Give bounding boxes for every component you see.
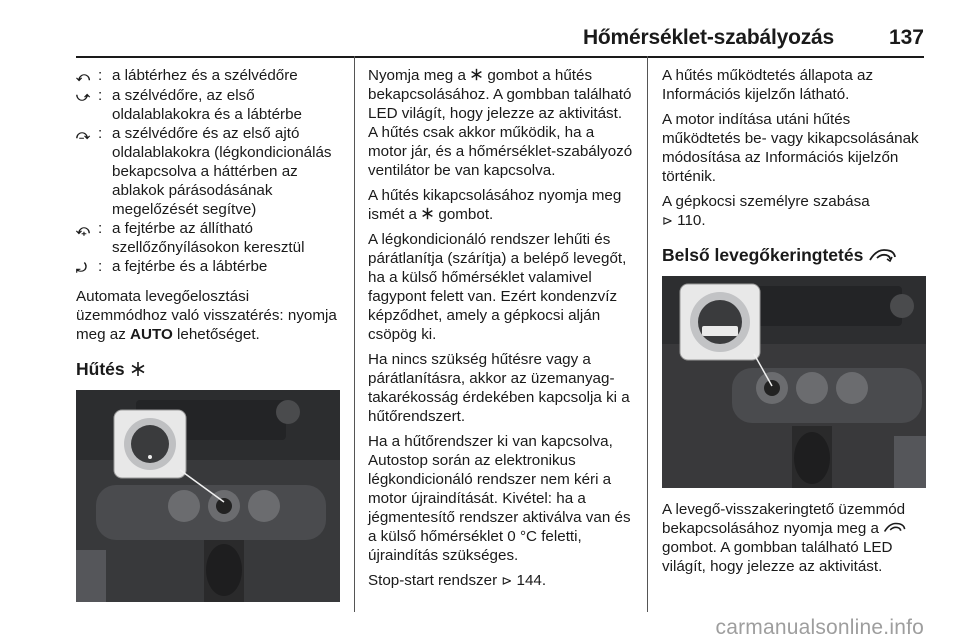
cooling-off-paragraph: A hűtés kikapcsolásához nyomja meg ismét a gombot. — [368, 187, 622, 223]
header-rule — [76, 56, 924, 58]
auto-label: AUTO — [130, 326, 173, 343]
right-column — [662, 66, 926, 582]
page-number: 137 — [888, 26, 924, 49]
snowflake-icon — [421, 207, 434, 220]
air-distribution-mode-item: ⤻ : a szélvédőre, az első oldalablakokra és a lábtérbe — [76, 86, 340, 124]
column-divider-right — [647, 56, 648, 612]
snowflake-icon — [470, 68, 483, 81]
middle-column — [368, 66, 634, 596]
dehumidify-paragraph: A légkondicionáló rendszer lehűti és párátlanítja (szárítja) a belépő levegőt, ha a külső hőmérséklet valamivel fagypont felett van. Ezért kondenzvíz képződhet, amely a gépkocsi alján csöpög ki. — [368, 231, 627, 343]
air-distribution-mode-list — [76, 66, 340, 277]
air-distribution-mode-text: a szélvédőre, az első oldalablakokra és a lábtérbe — [112, 87, 302, 123]
watermark: carmanualsonline.info — [715, 616, 924, 639]
air-distribution-mode-item: ⤾ : a fejtérbe és a lábtérbe — [76, 257, 340, 277]
recirculation-icon — [883, 521, 907, 534]
windshield-side-feet-icon: ⤻ — [76, 89, 90, 104]
cooling-button-photo — [76, 390, 340, 602]
stop-start-reference: Stop-start rendszer ⊳ 144. — [368, 572, 547, 589]
autostop-paragraph: Ha a hűtőrendszer ki van kapcsolva, Autostop során az elektronikus légkondicionáló rendszer nem kéri a motor újraindítását. Kivétel: ha a jégmentesítő rendszer aktiválva van és a külső hőmérséklet 0 °C feletti, újraindítás szükséges. — [368, 433, 631, 564]
head-vents-icon: ⤽ — [76, 222, 90, 237]
cooling-status-paragraph: A hűtés működtetés állapota az Információs kijelzőn látható. — [662, 67, 874, 103]
recirculation-button-photo — [662, 276, 926, 488]
page-title: Hőmérséklet-szabályozás — [582, 26, 834, 49]
cooling-startup-paragraph: A motor indítása utáni hűtés működtetés be- vagy kikapcsolásának módosítása az Információs kijelzőn történik. — [662, 111, 919, 185]
air-distribution-mode-text: a fejtérbe és a lábtérbe — [112, 258, 268, 275]
recirculation-paragraph: A levegő-visszakeringtető üzemmód bekapcsolásához nyomja meg a gombot. A gombban található LED világít, hogy jelezze az aktivitást. — [662, 500, 926, 576]
air-distribution-mode-text: a lábtérhez és a szélvédőre — [112, 67, 298, 84]
air-distribution-mode-text: a fejtérbe az állítható szellőzőnyílásokon keresztül — [112, 220, 305, 256]
cooling-heading: Hűtés — [76, 358, 340, 380]
air-distribution-mode-item: ⤽ : a fejtérbe az állítható szellőzőnyílásokon keresztül — [76, 219, 340, 257]
snowflake-icon — [130, 361, 146, 377]
page-reference-icon: ⊳ — [501, 573, 513, 588]
left-column — [76, 66, 340, 602]
air-distribution-mode-text: a szélvédőre és az első ajtó oldalablakokra (légkondicionálás bekapcsolva a háttérben az ablakok párásodásának megelőzését segítve) — [112, 125, 332, 218]
recirculation-heading: Belső levegőkeringtetés — [662, 244, 926, 266]
air-distribution-mode-item: ⤺ : a lábtérhez és a szélvédőre — [76, 66, 340, 86]
recirculation-icon — [868, 247, 898, 263]
cooling-on-paragraph: Nyomja meg a gombot a hűtés bekapcsolásához. A gombban található LED világít, hogy jelezze az aktivitást. A hűtés csak akkor működik, ha a motor jár, és a hőmérséklet-szabályozó ventilátor be van kapcsolva. — [368, 67, 633, 179]
page-reference-icon: ⊳ — [662, 213, 673, 228]
auto-mode-paragraph: Automata levegőelosztási üzemmódhoz való visszatérés: nyomja meg az AUTO lehetőséget. — [76, 288, 337, 343]
feet-windshield-icon: ⤺ — [76, 69, 90, 84]
personalization-paragraph: A gépkocsi személyre szabása ⊳ 110. — [662, 193, 870, 229]
head-feet-icon: ⤾ — [76, 260, 87, 275]
fuel-economy-paragraph: Ha nincs szükség hűtésre vagy a párátlanításra, akkor az üzemanyag-takarékosság érdekében kapcsolja ki a hűtőrendszert. — [368, 351, 630, 425]
air-distribution-mode-item: ⤼ : a szélvédőre és az első ajtó oldalablakokra (légkondicionálás bekapcsolva a háttérben az ablakok párásodásának megelőzését segítve) — [76, 124, 340, 219]
windshield-side-window-icon: ⤼ — [76, 127, 90, 142]
column-divider-left — [354, 56, 355, 612]
